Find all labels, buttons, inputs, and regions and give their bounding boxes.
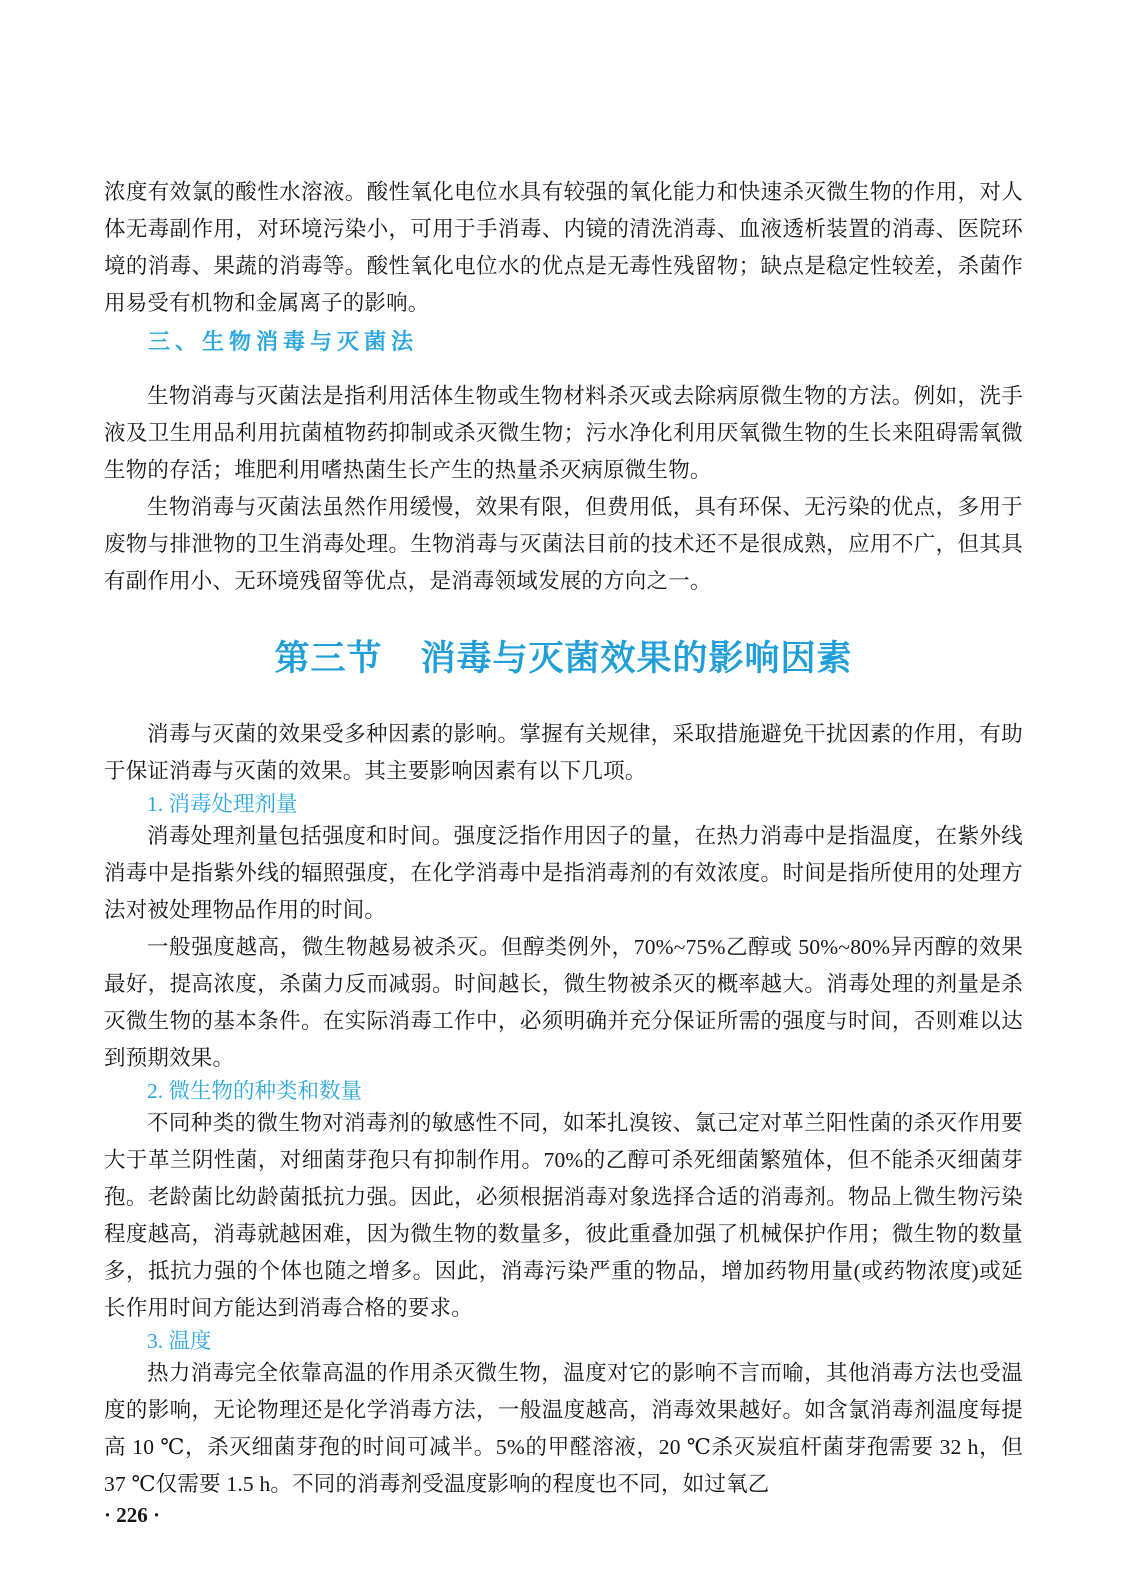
paragraph-temperature-effect: 热力消毒完全依靠高温的作用杀灭微生物，温度对它的影响不言而喻，其他消毒方法也受温度的影响，无论物理还是化学消毒方法，一般温度越高，消毒效果越好。如含氯消毒剂温度每提高 10 ℃，杀灭细菌芽孢的时间可减半。5%的甲醛溶液，20 ℃杀灭炭疽杆菌芽孢需要 32 h，但 37 ℃仅需要 1.5 h。不同的消毒剂受温度影响的程度也不同，如过氧乙 [104, 1361, 1023, 1496]
section-heading [104, 636, 1023, 682]
page-footer [104, 1503, 160, 1528]
paragraph-section3-intro: 消毒与灭菌的效果受多种因素的影响。掌握有关规律，采取措施避免干扰因素的作用，有助于保证消毒与灭菌的效果。其主要影响因素有以下几项。 [104, 722, 1023, 783]
paragraph-bio-advantages: 生物消毒与灭菌法虽然作用缓慢，效果有限，但费用低，具有环保、无污染的优点，多用于废物与排泄物的卫生消毒处理。生物消毒与灭菌法目前的技术还不是很成熟，应用不广，但其具有副作用小、无环境残留等优点，是消毒领域发展的方向之一。 [104, 495, 1023, 593]
subheading-temperature: 3. 温度 [147, 1329, 212, 1353]
section-title: 消毒与灭菌效果的影响因素 [420, 639, 853, 678]
paragraph-bio-definition: 生物消毒与灭菌法是指利用活体生物或生物材料杀灭或去除病原微生物的方法。例如，洗手液及卫生用品利用抗菌植物药抑制或杀灭微生物；污水净化利用厌氧微生物的生长来阻碍需氧微生物的存活；堆肥利用嗜热菌生长产生的热量杀灭病原微生物。 [104, 384, 1023, 482]
section-number: 第三节 [274, 639, 383, 678]
paragraph-dose-intensity: 一般强度越高，微生物越易被杀灭。但醇类例外，70%~75%乙醇或 50%~80%异丙醇的效果最好，提高浓度，杀菌力反而减弱。时间越长，微生物被杀灭的概率越大。消毒处理的剂量是杀灭微生物的基本条件。在实际消毒工作中，必须明确并充分保证所需的强度与时间，否则难以达到预期效果。 [104, 935, 1023, 1070]
page-number: · 226 · [104, 1503, 161, 1527]
subheading-dose: 1. 消毒处理剂量 [147, 792, 298, 816]
paragraph-microbe-sensitivity: 不同种类的微生物对消毒剂的敏感性不同，如苯扎溴铵、氯己定对革兰阳性菌的杀灭作用要大于革兰阴性菌，对细菌芽孢只有抑制作用。70%的乙醇可杀死细菌繁殖体，但不能杀灭细菌芽孢。老龄菌比幼龄菌抵抗力强。因此，必须根据消毒对象选择合适的消毒剂。物品上微生物污染程度越高，消毒就越困难，因为微生物的数量多，彼此重叠加强了机械保护作用；微生物的数量多，抵抗力强的个体也随之增多。因此，消毒污染严重的物品，增加药物用量(或药物浓度)或延长作用时间方能达到消毒合格的要求。 [104, 1111, 1023, 1320]
page-content [104, 174, 1023, 1503]
paragraph-acid-oxidation-water: 浓度有效氯的酸性水溶液。酸性氧化电位水具有较强的氧化能力和快速杀灭微生物的作用，对人体无毒副作用，对环境污染小，可用于手消毒、内镜的清洗消毒、血液透析装置的消毒、医院环境的消毒、果蔬的消毒等。酸性氧化电位水的优点是无毒性残留物；缺点是稳定性较差，杀菌作用易受有机物和金属离子的影响。 [104, 180, 1023, 315]
paragraph-dose-definition: 消毒处理剂量包括强度和时间。强度泛指作用因子的量，在热力消毒中是指温度，在紫外线消毒中是指紫外线的辐照强度，在化学消毒中是指消毒剂的有效浓度。时间是指所使用的处理方法对被处理物品作用的时间。 [104, 824, 1023, 922]
subheading-microbe-type-quantity: 2. 微生物的种类和数量 [147, 1079, 363, 1103]
heading-biological-disinfection: 三、生物消毒与灭菌法 [148, 329, 419, 354]
